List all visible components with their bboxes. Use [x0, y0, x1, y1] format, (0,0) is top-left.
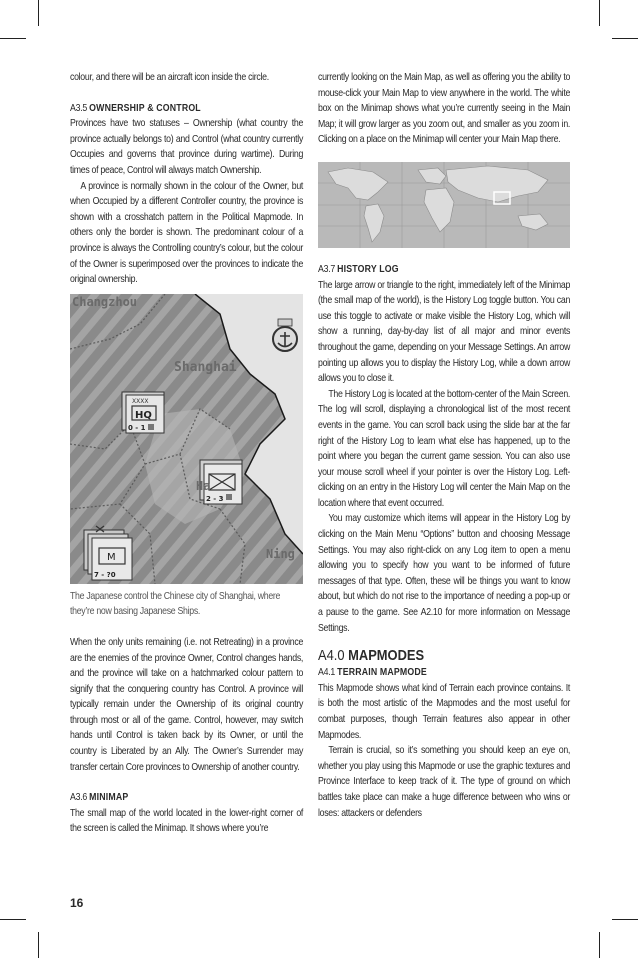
paragraph: Provinces have two statuses – Ownership (what country the province actually belongs to) and Control (what country currently Occupies and governs that province during wartime). During times of peace, Control will always match Ownership. [70, 118, 304, 176]
map-label-ha: Ha [196, 478, 211, 493]
paragraph: Terrain is crucial, so it’s something you should keep an eye on, whether you play using this Mapmode or use the graphic textures and Province Interface to keep track of it. The type of ground on which battles take place can make a huge difference between who wins or loses: attackers or defenders [318, 745, 571, 819]
figure-caption: The Japanese control the Chinese city of Shanghai, where they’re now basing Japanese Ships. [70, 590, 281, 618]
section-title: OWNERSHIP & CONTROL [89, 102, 201, 114]
shanghai-map-figure [70, 294, 303, 584]
section-heading-a3-7 [318, 262, 569, 278]
crop-mark [599, 0, 600, 26]
stack-counter-label: M [107, 551, 116, 563]
section-number: A3.7 [318, 263, 335, 275]
hq-counter-strength: 0 - 1 [128, 423, 146, 432]
section-title: TERRAIN MAPMODE [337, 667, 427, 679]
section-title: MAPMODES [348, 647, 425, 665]
section-title: HISTORY LOG [337, 263, 399, 275]
paragraph: The small map of the world located in the lower-right corner of the screen is called the Minimap. It shows where you’re [70, 807, 304, 835]
hq-counter-label: HQ [135, 409, 152, 421]
section-number: A4.0 [318, 647, 345, 665]
crop-mark [38, 0, 39, 26]
crop-mark [38, 932, 39, 958]
paragraph: The large arrow or triangle to the right, immediately left of the Minimap (the small map of the world), is the History Log toggle button. You can use this toggle to activate or make visible the History Log, which will show a running, day-by-day list of all major and minor events throughout the game, depending on your Message Settings. An arrow pointing up allows you to display the History Log, while a down arrow allows you to close it. [318, 279, 571, 385]
section-heading-a3-6 [70, 790, 302, 806]
world-minimap-illustration [318, 162, 570, 248]
paragraph: currently looking on the Main Map, as well as offering you the ability to mouse-click your Main Map to view anywhere in the world. The white box on the Minimap shows what you’re currently seeing in the Main Map; it will grow larger as you zoom out, and smaller as you zoom in. Clicking on a place on the Minimap will center your Main Map there. [318, 72, 571, 146]
section-number: A4.1 [318, 667, 335, 679]
map-label-ningbo: Ning [266, 546, 295, 561]
stack-counter-strength: 7 - ?0 [94, 570, 116, 579]
naval-counter-strength: 2 - 3 [206, 494, 224, 503]
hq-counter-stars: XXXX [132, 397, 149, 405]
section-number: A3.5 [70, 102, 87, 114]
map-label-shanghai: Shanghai [174, 359, 237, 375]
crop-mark [0, 919, 26, 920]
crop-mark [0, 38, 26, 39]
section-heading-a4-1 [318, 665, 569, 681]
shanghai-map-illustration [70, 294, 303, 584]
section-number: A3.6 [70, 792, 87, 804]
right-column [318, 70, 570, 821]
paragraph: You may customize which items will appear in the History Log by clicking on the Main Menu “Options” button and choosing Message Settings. You may also right-click on any Log item to open a menu allowing you to specify how you want to be informed of future messages of that type. Often, these will be things you want to know about, but which do not rise to the importance of needing a pop-up or a pause to the game. See A2.10 for more information on Message Settings. [318, 513, 571, 634]
paragraph: The History Log is located at the bottom-center of the Main Screen. The log will scroll, displaying a chronological list of the most recent events in the game. You can scroll back using the slide bar at the far right of the History Log to learn what else has happened, up to the point where you began the current game session. You can also use your mouse scroll wheel if your pointer is over the History Log. Left-clicking on an entry in the History Log will center the Main Map on the location where that event occurred. [318, 388, 571, 509]
paragraph: When the only units remaining (i.e. not Retreating) in a province are the enemies of the province Owner, Control changes hands, and the province will take on a hatchmarked colour pattern to signify that the conquering country has Control. A province will typically remain under the Ownership of its original country through most or all of the game. Control, however, may switch hands until Control is taken back by its Owner, or until the country is Liberated by an Ally. The Owner’s Surrender may transfer certain Core provinces to Ownership of another country. [70, 636, 304, 773]
section-title: MINIMAP [89, 792, 129, 804]
crop-mark [612, 38, 638, 39]
minimap-figure [318, 162, 570, 248]
section-heading-a3-5 [70, 101, 302, 117]
crop-mark [599, 932, 600, 958]
left-column [70, 70, 303, 837]
paragraph: A province is normally shown in the colour of the Owner, but when Occupied by a different Controller country, the province is shown with a crosshatch pattern in the Political Mapmode. In others only the border is shown. The predominant colour of a province is always the Controlling country’s colour, but the colour of the Owner is superimposed over the provinces to indicate the original ownership. [70, 180, 304, 286]
intro-line: colour, and there will be an aircraft icon inside the circle. [70, 72, 269, 83]
chapter-heading-a4-0 [318, 646, 569, 665]
map-label-changzhou: Changzhou [72, 294, 138, 309]
paragraph: This Mapmode shows what kind of Terrain each province contains. It is both the most artistic of the Mapmodes and the most useful for combat purposes, though Terrain features also appear in other Mapmodes. [318, 682, 571, 741]
crop-mark [612, 919, 638, 920]
page-number: 16 [70, 896, 84, 910]
